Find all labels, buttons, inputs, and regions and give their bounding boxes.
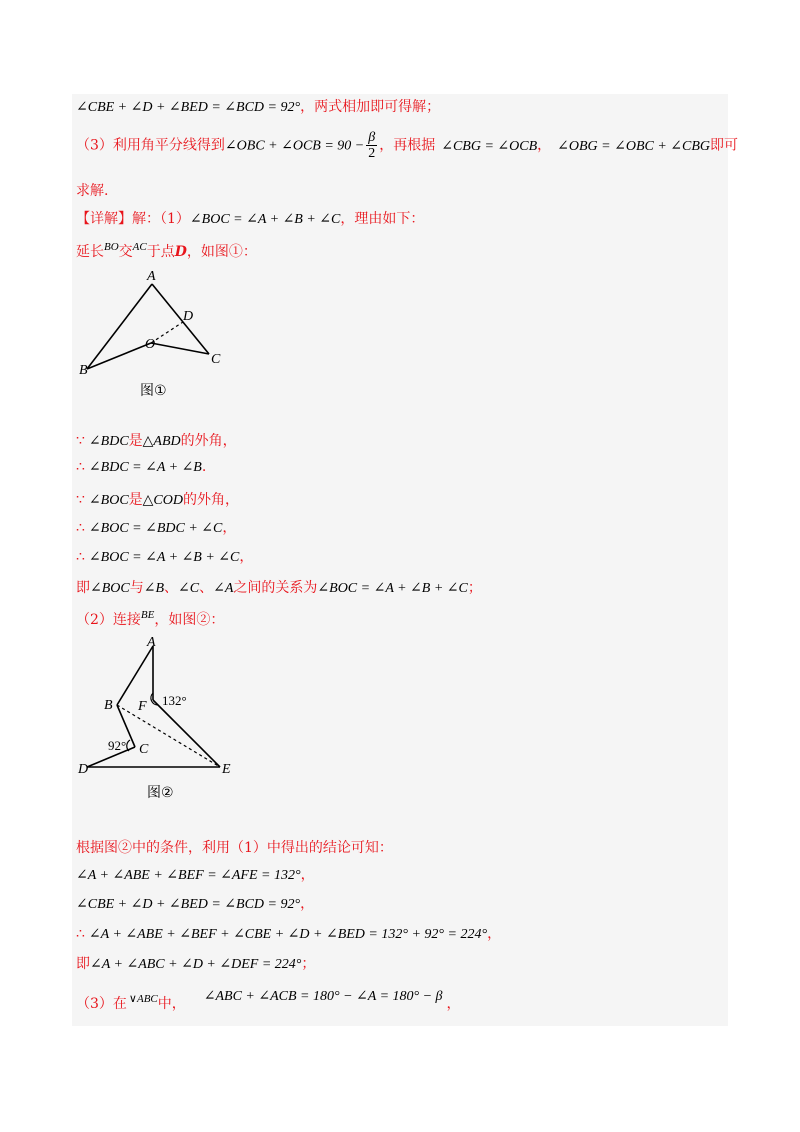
text: ， (300, 867, 315, 883)
figure-1-caption: 图① (140, 383, 167, 399)
text: 即可 (710, 137, 739, 154)
step-line (76, 893, 314, 913)
symbol: ∵ (76, 433, 85, 449)
step-line (76, 430, 237, 450)
math: BO (104, 241, 119, 253)
symbol: ∵ (76, 492, 85, 508)
step-line (76, 459, 206, 476)
line-12 (76, 609, 224, 629)
text: 的外角， (182, 492, 239, 508)
text: 中， (157, 996, 186, 1012)
line-5 (76, 241, 257, 261)
math: ∠C (178, 581, 200, 596)
label-d: D (78, 762, 89, 777)
separator: ， (537, 137, 552, 154)
text: 、 (164, 580, 179, 596)
text: 、 (199, 580, 214, 596)
text: 是 (128, 433, 143, 449)
text: ， (487, 926, 502, 942)
equation: ∠CBE + ∠D + ∠BED = ∠BCD = 92° (76, 100, 301, 115)
text: 与 (129, 580, 144, 596)
text: 之间的关系为 (233, 580, 318, 596)
figure-1 (70, 262, 240, 402)
line-3 (76, 180, 108, 200)
angle-label-92: 92° (108, 738, 127, 753)
fraction-denominator: 2 (368, 146, 376, 161)
label-f: F (138, 699, 147, 714)
equation: ∠BOC = ∠A + ∠B + ∠C (88, 550, 240, 565)
symbol: ∴ (76, 459, 85, 475)
text: ， (222, 520, 237, 536)
math: ∠BOC (90, 581, 130, 596)
text: 即 (76, 580, 90, 596)
symbol: ∴ (76, 520, 85, 536)
fraction-numerator: β (368, 130, 376, 145)
math: AC (132, 241, 147, 253)
equation: ∠BOC (88, 493, 129, 508)
point-label: D (174, 244, 187, 260)
equation: ∠ABC + ∠ACB = 180° − ∠A = 180° − β (203, 989, 443, 1004)
fraction (366, 130, 377, 161)
text: ， (239, 549, 254, 565)
symbol: 即 (76, 956, 90, 972)
line-13 (76, 837, 393, 857)
text: ； (467, 580, 482, 596)
step-line (76, 953, 315, 973)
text: ，再根据 (379, 137, 436, 154)
text: （2）连接 (76, 612, 141, 628)
text: 求解. (76, 183, 109, 199)
step-line (76, 517, 236, 537)
label-c: C (211, 352, 221, 367)
equation: ∠A + ∠ABE + ∠BEF = ∠AFE = 132° (76, 868, 301, 883)
symbol: ∴ (76, 926, 85, 942)
text: ，如图②： (154, 612, 225, 628)
math: BE (140, 609, 155, 621)
label-o: O (145, 337, 156, 352)
symbol: ∴ (76, 549, 85, 565)
text: ，两式相加即可得解； (300, 99, 441, 115)
angle-label-132: 132° (162, 693, 187, 708)
math: ∨ABC (128, 993, 158, 1005)
step-line (76, 923, 501, 943)
math: ∠A (213, 581, 234, 596)
text: ， (300, 896, 315, 912)
segment-ac (152, 284, 209, 354)
equation: ∠OBC + ∠OCB = 90 − (224, 138, 365, 154)
label-b: B (79, 363, 88, 378)
segment-ab (117, 646, 153, 705)
segment-oc (151, 343, 209, 354)
equation: ∠BDC = ∠A + ∠B (88, 460, 202, 475)
step-line (76, 864, 315, 884)
equation: ∠BDC (88, 434, 129, 449)
equation: △COD (142, 493, 183, 508)
text: （3）在 (76, 996, 127, 1012)
text: （3）利用角平分线得到 (76, 137, 225, 154)
text: 交 (118, 244, 133, 260)
label-e: E (222, 762, 231, 777)
text: . (201, 459, 207, 475)
label-d: D (183, 309, 194, 324)
equation: ∠A + ∠ABE + ∠BEF + ∠CBE + ∠D + ∠BED = 132° + 92° = 224° (88, 927, 488, 942)
equation: ∠CBG = ∠OCB (441, 138, 538, 154)
text: ，如图①： (186, 244, 257, 260)
label-a: A (147, 635, 156, 650)
figure-2-caption: 图② (147, 785, 174, 801)
equation: ∠BOC = ∠A + ∠B + ∠C (189, 212, 341, 227)
figure-2 (74, 630, 244, 810)
equation: ∠A + ∠ABC + ∠D + ∠DEF = 224° (90, 957, 302, 972)
text: 的外角， (180, 433, 237, 449)
equation: ∠BOC = ∠A + ∠B + ∠C (317, 581, 468, 596)
text: ； (301, 956, 316, 972)
line-4 (76, 208, 424, 228)
text: 解：（1） (132, 211, 190, 227)
label-c: C (139, 742, 149, 757)
step-line (76, 546, 253, 566)
text: ，理由如下： (340, 211, 425, 227)
text: 是 (128, 492, 143, 508)
line-18 (76, 989, 461, 1013)
text: 于点 (146, 244, 175, 260)
step-line (76, 489, 239, 509)
conclusion-line (76, 577, 482, 597)
equation: ∠BOC = ∠BDC + ∠C (88, 521, 223, 536)
equation: ∠CBE + ∠D + ∠BED = ∠BCD = 92° (76, 897, 301, 912)
label-b: B (104, 698, 113, 713)
segment-od-dashed (151, 322, 183, 343)
line-2 (76, 130, 738, 161)
line-1 (76, 96, 440, 116)
equation: ∠OBG = ∠OBC + ∠CBG (557, 138, 711, 154)
text: ， (446, 996, 461, 1012)
text: 根据图②中的条件，利用（1）中得出的结论可知： (76, 840, 393, 856)
text: 延长 (76, 244, 104, 260)
equation: △ABD (142, 434, 181, 449)
label-a: A (147, 269, 156, 284)
segment-be-dashed (117, 705, 220, 767)
detail-heading: 【详解】 (76, 211, 132, 227)
segment-fe (153, 700, 220, 767)
math: ∠B (143, 581, 165, 596)
